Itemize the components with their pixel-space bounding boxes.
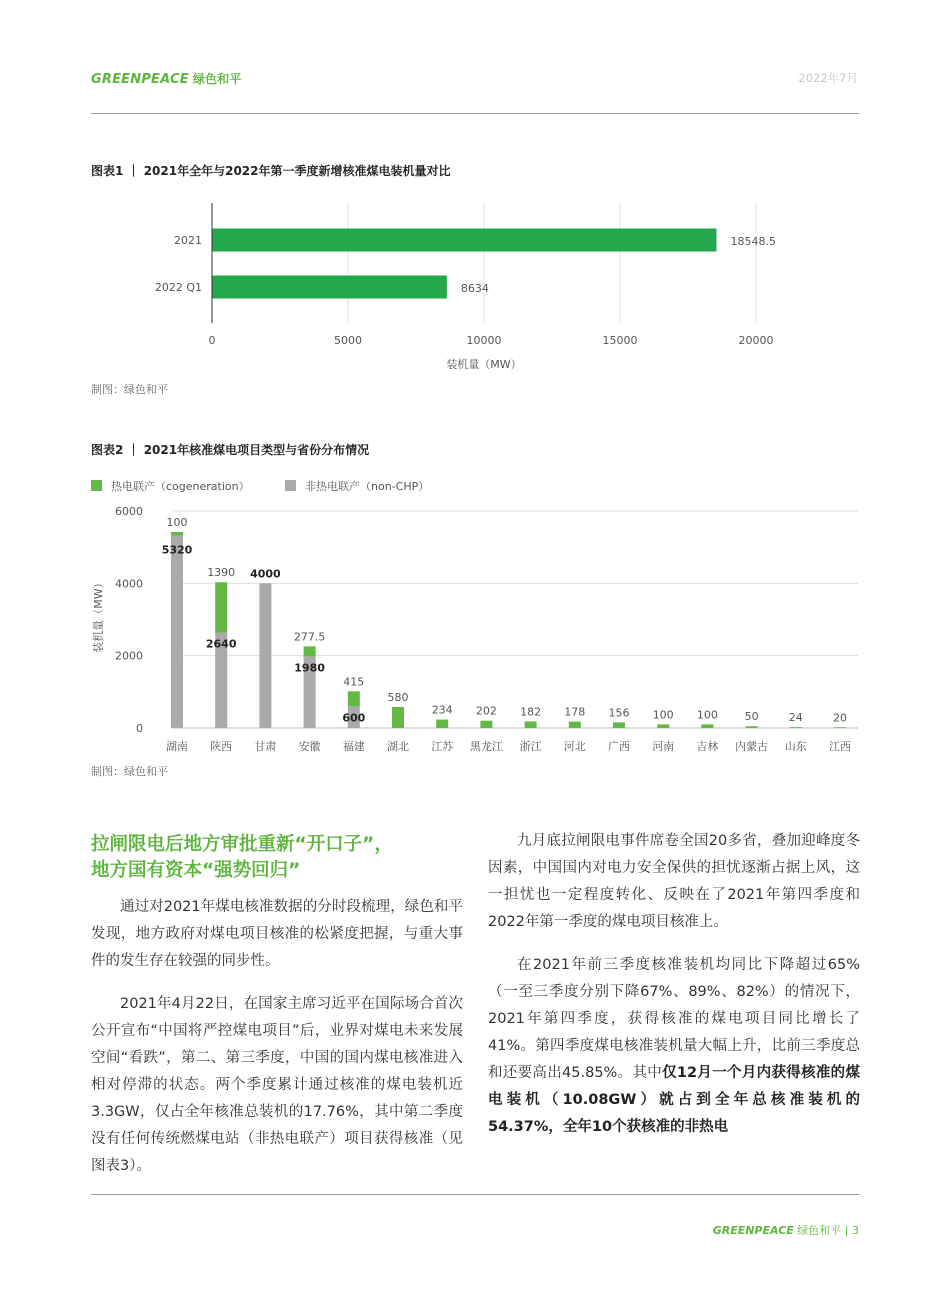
logo-cn: 绿色和平 <box>192 72 242 86</box>
issue-date: 2022年7月 <box>798 71 858 85</box>
greenpeace-logo <box>91 70 242 87</box>
bar-segment-cogeneration <box>657 724 669 728</box>
right-paragraph-2-text: 在2021年前三季度核准装机均同比下降超过65%（一至三季度分别下降67%、89%、82%）的情况下，2021年第四季度，获得核准的煤电项目同比增长了41%。第四季度煤电核准装机量大幅上升，比前三季度总和还要高出45.85%。其中 <box>488 957 860 1081</box>
data-label-non-chp: 600 <box>342 711 366 725</box>
category-label: 吉林 <box>696 740 719 753</box>
bar-segment-cogeneration <box>525 721 537 728</box>
legend-swatch-non-chp <box>285 480 296 491</box>
footer <box>713 1222 859 1238</box>
data-label-non-chp: 4000 <box>250 567 281 581</box>
x-tick-label: 5000 <box>334 334 362 347</box>
category-label: 内蒙古 <box>735 740 769 753</box>
data-label-cogeneration: 415 <box>343 675 365 689</box>
category-label: 陕西 <box>210 740 233 753</box>
bar-segment-cogeneration <box>436 720 448 728</box>
left-column <box>91 894 463 1196</box>
section-heading-line2: 地方国有资本“强势回归” <box>91 860 301 881</box>
category-label: 山东 <box>784 740 807 753</box>
data-label-cogeneration: 1390 <box>207 566 236 580</box>
category-label: 2021 <box>174 234 202 247</box>
category-label: 浙江 <box>519 740 542 753</box>
category-label: 湖南 <box>166 740 188 753</box>
data-label-cogeneration: 277.5 <box>293 630 326 644</box>
data-label-cogeneration: 100 <box>166 515 188 529</box>
category-label: 湖北 <box>387 740 409 753</box>
bar-segment-cogeneration <box>746 726 758 728</box>
y-axis-title: 装机量（MW） <box>92 577 105 653</box>
data-label-non-chp: 2640 <box>205 637 237 651</box>
category-label: 甘肃 <box>254 740 277 753</box>
x-tick-label: 0 <box>208 334 216 347</box>
data-label-cogeneration: 156 <box>608 706 630 720</box>
bar-segment-cogeneration <box>348 691 360 706</box>
bar-segment-cogeneration <box>304 646 316 656</box>
category-label: 河南 <box>652 740 675 753</box>
bar-segment-cogeneration <box>569 722 581 728</box>
x-tick-label: 15000 <box>602 334 638 347</box>
bar-segment-cogeneration <box>701 724 713 728</box>
legend-label-non-chp: 非热电联产（non-CHP） <box>305 480 430 493</box>
data-label-cogeneration: 202 <box>475 704 497 718</box>
bar-segment-cogeneration <box>215 582 227 632</box>
figure1-chart <box>91 195 859 380</box>
bar-segment-cogeneration <box>480 721 492 728</box>
data-label-non-chp: 1980 <box>294 661 325 675</box>
right-paragraph-2-bold: 仅12月一个月内获得核准的煤电装机（10.08GW）就占到全年总核准装机的54.37%，全年10个获核准的非热电 <box>488 1065 860 1135</box>
x-tick-label: 20000 <box>738 334 774 347</box>
y-tick-label: 4000 <box>115 577 143 591</box>
bar-segment-cogeneration <box>613 722 625 728</box>
data-label-cogeneration: 100 <box>652 708 674 722</box>
y-tick-label: 0 <box>136 722 143 735</box>
bar <box>212 276 447 299</box>
y-tick-label: 2000 <box>115 649 143 663</box>
category-label: 2022 Q1 <box>154 281 202 294</box>
category-label: 广西 <box>608 740 630 753</box>
page-number: 3 <box>852 1224 859 1237</box>
bar-segment-cogeneration <box>790 727 802 728</box>
right-column <box>488 828 860 1157</box>
data-label-cogeneration: 20 <box>833 711 847 725</box>
x-axis-title: 装机量（MW） <box>446 358 522 371</box>
bar-segment-cogeneration <box>171 532 183 536</box>
y-tick-label: 6000 <box>115 505 143 518</box>
legend-swatch-cogeneration <box>91 480 102 491</box>
section-heading-line1: 拉闸限电后地方审批重新“开口子”， <box>91 834 393 855</box>
bar-segment-non-chp <box>259 583 271 728</box>
data-label-cogeneration: 100 <box>696 708 718 722</box>
right-paragraph-1: 九月底拉闸限电事件席卷全国20多省，叠加迎峰度冬因素，中国国内对电力安全保供的担忧逐渐占据上风，这一担忧也一定程度转化、反映在了2021年第四季度和2022年第一季度的煤电项目核准上。 <box>488 833 860 930</box>
figure2-chart <box>80 470 870 760</box>
section-heading <box>91 832 471 884</box>
bar <box>212 229 717 252</box>
figure1-title: 图表1 ｜ 2021年全年与2022年第一季度新增核准煤电装机量对比 <box>91 164 451 178</box>
category-label: 黑龙江 <box>469 740 503 753</box>
bar-segment-cogeneration <box>392 707 404 728</box>
x-tick-label: 10000 <box>466 334 502 347</box>
data-label-non-chp: 5320 <box>161 543 193 557</box>
figure2-credit: 制图：绿色和平 <box>91 765 168 778</box>
footer-separator: | <box>844 1224 849 1237</box>
bar-value-label: 18548.5 <box>730 235 777 248</box>
category-label: 江西 <box>829 740 851 753</box>
data-label-cogeneration: 50 <box>744 710 759 724</box>
header-divider <box>91 113 859 114</box>
data-label-cogeneration: 234 <box>431 703 453 717</box>
logo-en: GREENPEACE <box>91 72 189 87</box>
footer-divider <box>91 1194 859 1195</box>
data-label-cogeneration: 178 <box>564 705 586 719</box>
category-label: 河北 <box>563 740 586 753</box>
footer-logo-cn: 绿色和平 <box>797 1224 842 1237</box>
bar-value-label: 8634 <box>460 282 489 295</box>
figure1-credit: 制图：绿色和平 <box>91 383 168 396</box>
data-label-cogeneration: 182 <box>520 705 542 719</box>
category-label: 安徽 <box>298 740 321 753</box>
figure2-title: 图表2 ｜ 2021年核准煤电项目类型与省份分布情况 <box>91 443 370 457</box>
footer-logo-en: GREENPEACE <box>712 1224 794 1237</box>
data-label-cogeneration: 580 <box>387 691 409 705</box>
category-label: 江苏 <box>431 740 454 753</box>
left-paragraph-1: 通过对2021年煤电核准数据的分时段梳理，绿色和平发现，地方政府对煤电项目核准的松紧度把握，与重大事件的发生存在较强的同步性。 <box>91 899 463 969</box>
legend-label-cogeneration: 热电联产（cogeneration） <box>111 480 250 493</box>
category-label: 福建 <box>342 740 365 753</box>
bar-segment-non-chp <box>171 536 183 728</box>
right-paragraph-2 <box>488 952 860 1141</box>
bar-segment-cogeneration <box>834 727 846 728</box>
left-paragraph-2: 2021年4月22日，在国家主席习近平在国际场合首次公开宣布“中国将严控煤电项目”后，业界对煤电未来发展空间“看跌”，第二、第三季度，中国的国内煤电核准进入相对停滞的状态。两个季度累计通过核准的煤电装机近3.3GW，仅占全年核准总装机的17.76%，其中第二季度没有任何传统燃煤电站（非热电联产）项目获得核准（见图表3）。 <box>91 996 463 1174</box>
data-label-cogeneration: 24 <box>788 711 803 725</box>
